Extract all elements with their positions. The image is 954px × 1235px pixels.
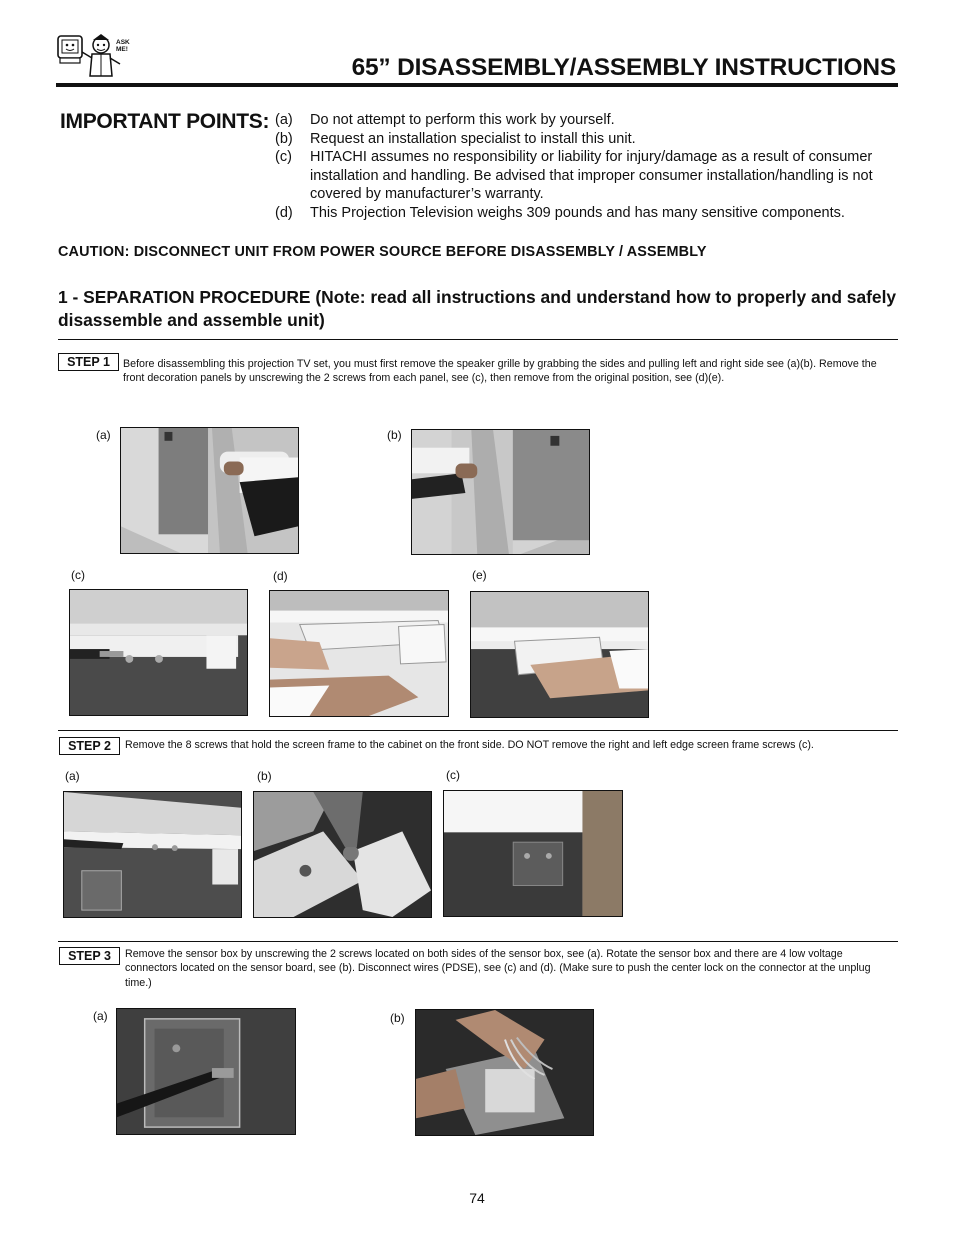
step-3-label: STEP 3: [59, 947, 120, 965]
important-points-heading: IMPORTANT POINTS:: [60, 110, 270, 133]
photo-step3-a-sensor-box-screws: [116, 1008, 296, 1135]
figure-caption: (d): [273, 569, 288, 583]
photo-step1-e-remove-panel: [470, 591, 649, 718]
page-title: 65” DISASSEMBLY/ASSEMBLY INSTRUCTIONS: [351, 54, 896, 81]
list-item: [275, 148, 900, 204]
list-item-text: Request an installation specialist to install this unit.: [310, 130, 636, 147]
step-2-label: STEP 2: [59, 737, 120, 755]
list-item-key: (c): [275, 149, 292, 166]
ask-me-mascot-logo: [56, 30, 136, 80]
logo-speech-text: ASK ME!: [116, 39, 130, 53]
figure-caption: (b): [387, 428, 402, 442]
photo-step1-b-grille-pull-right: [411, 429, 590, 555]
step-divider: [58, 730, 898, 731]
figure-caption: (b): [390, 1011, 405, 1025]
photo-step2-c-edge-screws: [443, 790, 623, 917]
section-divider: [58, 339, 898, 340]
photo-step3-b-sensor-connectors: [415, 1009, 594, 1136]
photo-step1-c-panel-screws: [69, 589, 248, 716]
list-item-text: HITACHI assumes no responsibility or liability for injury/damage as a result of consumer installation and handling. Be advised that improper consumer installation/handling is not covered by manufacturer’s warranty.: [310, 149, 873, 203]
step-2-text: Remove the 8 screws that hold the screen frame to the cabinet on the front side. DO NOT remove the right and left edge screen frame screws (c).: [125, 739, 814, 751]
list-item-key: (b): [275, 130, 293, 147]
page-number: 74: [469, 1190, 485, 1206]
list-item-text: This Projection Television weighs 309 pounds and has many sensitive components.: [310, 204, 845, 221]
figure-caption: (a): [96, 428, 111, 442]
list-item-key: (d): [275, 204, 293, 221]
caution-notice: CAUTION: DISCONNECT UNIT FROM POWER SOURCE BEFORE DISASSEMBLY / ASSEMBLY: [58, 244, 707, 260]
figure-caption: (c): [71, 568, 85, 582]
section-heading: 1 - SEPARATION PROCEDURE (Note: read all instructions and understand how to properly and safely disassemble and assemble unit): [58, 287, 897, 330]
step-1-text: Before disassembling this projection TV set, you must first remove the speaker grille by grabbing the sides and pulling left and right side see (a)(b). Remove the front decoration panels by unscrewing the 2 screws from each panel, see (c), then remove from the original position, see (d)(e).: [123, 358, 877, 385]
figure-caption: (a): [93, 1009, 108, 1023]
title-divider: [56, 83, 898, 87]
list-item: [275, 204, 900, 223]
step-3-text: Remove the sensor box by unscrewing the 2 screws located on both sides of the sensor box, see (a). Rotate the sensor box and there are 4 low voltage connectors located on the sensor board, see (b). Disconnect wires (PDSE), see (c) and (d). (Make sure to push the center lock on the connector at the unplug time.): [125, 948, 871, 989]
figure-caption: (a): [65, 769, 80, 783]
photo-step2-a-frame-screws: [63, 791, 242, 918]
list-item-key: (a): [275, 112, 293, 128]
step-1-label: STEP 1: [58, 353, 119, 371]
figure-caption: (b): [257, 769, 272, 783]
figure-caption: (e): [472, 568, 487, 582]
photo-step1-a-grille-pull-left: [120, 427, 299, 554]
step-divider: [58, 941, 898, 942]
photo-step2-b-screw-closeup: [253, 791, 432, 918]
list-item-text: Do not attempt to perform this work by yourself.: [310, 112, 615, 128]
important-points-list: [275, 111, 900, 223]
photo-step1-d-remove-panel: [269, 590, 449, 717]
list-item: [275, 111, 900, 130]
figure-caption: (c): [446, 768, 460, 782]
list-item: [275, 130, 900, 149]
